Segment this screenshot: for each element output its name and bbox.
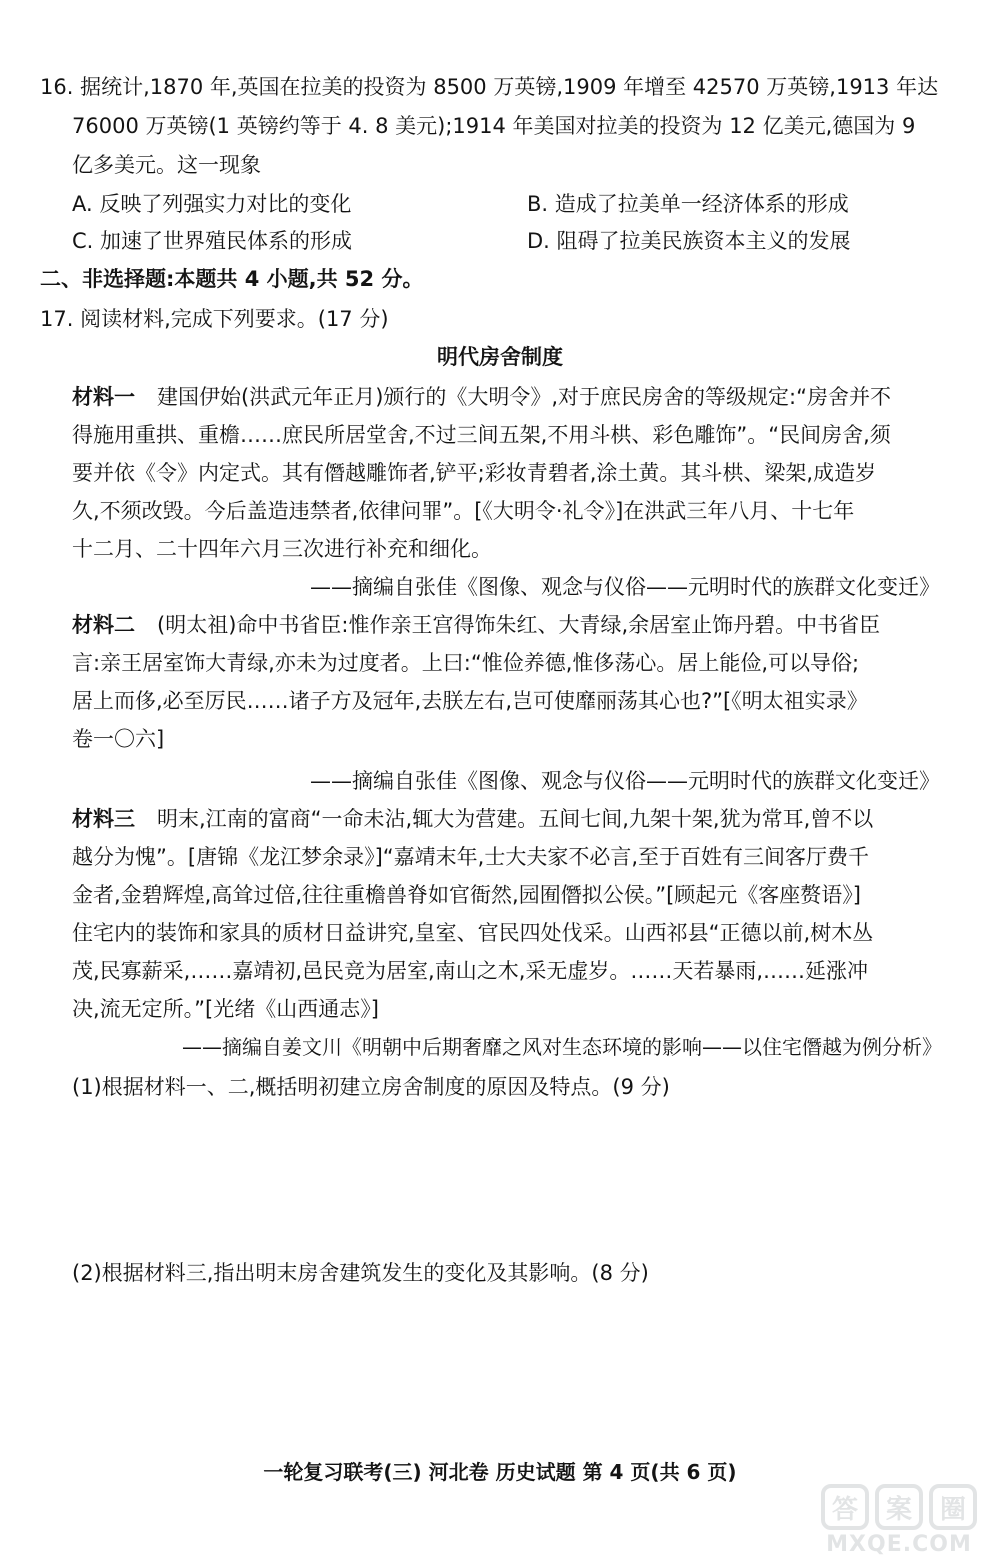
material-3-source: ——摘编自姜文川《明朝中后期奢靡之风对生态环境的影响——以住宅僭越为例分析》 [182,1035,942,1059]
q17-title: 明代房舍制度 [437,345,563,369]
q17-intro: 17. 阅读材料,完成下列要求。(17 分) [40,307,389,331]
material-1-text-1: 建国伊始(洪武元年正月)颁行的《大明令》,对于庶民房舍的等级规定:“房舍并不 [157,385,892,409]
q16-option-d[interactable]: D. 阻碍了拉美民族资本主义的发展 [527,229,851,253]
page-footer: 一轮复习联考(三) 河北卷 历史试题 第 4 页(共 6 页) [263,1460,737,1484]
q16-line-3: 亿多美元。这一现象 [72,153,261,177]
q16-option-b[interactable]: B. 造成了拉美单一经济体系的形成 [527,192,849,216]
watermark-char-1: 答 [821,1484,869,1530]
q17-sub-2: (2)根据材料三,指出明末房舍建筑发生的变化及其影响。(8 分) [72,1261,649,1285]
material-1-line-3: 要并依《令》内定式。其有僭越雕饰者,铲平;彩妆青碧者,涂土黄。其斗栱、梁架,成造岁 [72,461,877,485]
material-2-line-4: 卷一〇六] [72,727,165,751]
material-1-line-1 [72,378,982,416]
material-3-label: 材料三 [72,807,135,831]
watermark-site: MXQE.COM [826,1532,972,1557]
material-1-line-4: 久,不须改毁。今后盖造违禁者,依律问罪”。[《大明令·礼令》]在洪武三年八月、十七年 [72,499,855,523]
material-3-line-3: 金者,金碧辉煌,高耸过倍,往往重檐兽脊如官衙然,园囿僭拟公侯。”[顾起元《客座赘语》] [72,883,861,907]
q16-line-2: 76000 万英镑(1 英镑约等于 4. 8 美元);1914 年美国对拉美的投资为 12 亿美元,德国为 9 [72,114,916,138]
material-2-line-1 [72,606,982,644]
material-2-source: ——摘编自张佳《图像、观念与仪俗——元明时代的族群文化变迁》 [310,769,940,793]
material-3-line-2: 越分为愧”。[唐锦《龙江梦余录》]“嘉靖末年,士大夫家不必言,至于百姓有三间客厅费千 [72,845,869,869]
material-1-label: 材料一 [72,385,135,409]
material-1-source: ——摘编自张佳《图像、观念与仪俗——元明时代的族群文化变迁》 [310,575,940,599]
material-2-line-2: 言:亲王居室饰大青绿,亦未为过度者。上曰:“惟俭养德,惟侈荡心。居上能俭,可以导俗; [72,651,860,675]
watermark-logo [814,1484,984,1564]
material-1-line-5: 十二月、二十四年六月三次进行补充和细化。 [72,537,492,561]
material-3-line-1 [72,800,982,838]
material-2-text-1: (明太祖)命中书省臣:惟作亲王宫得饰朱红、大青绿,余居室止饰丹碧。中书省臣 [157,613,881,637]
material-3-line-5: 茂,民寡薪采,……嘉靖初,邑民竞为居室,南山之木,采无虚岁。……天若暴雨,……延涨冲 [72,959,869,983]
q17-sub-1: (1)根据材料一、二,概括明初建立房舍制度的原因及特点。(9 分) [72,1075,670,1099]
material-3-line-4: 住宅内的装饰和家具的质材日益讲究,皇室、官民四处伐采。山西祁县“正德以前,树木丛 [72,921,874,945]
material-3-line-6: 决,流无定所。”[光绪《山西通志》] [72,997,379,1021]
material-2-line-3: 居上而侈,必至厉民……诸子方及冠年,去朕左右,岂可使靡丽荡其心也?”[《明太祖实录》 [72,689,868,713]
material-2-label: 材料二 [72,613,135,637]
watermark-char-3: 圈 [929,1484,977,1530]
q16-option-c[interactable]: C. 加速了世界殖民体系的形成 [72,229,353,253]
material-3-text-1: 明末,江南的富商“一命未沾,辄大为营建。五间七间,九架十架,犹为常耳,曾不以 [157,807,874,831]
watermark-char-2: 案 [875,1484,923,1530]
q16-option-a[interactable]: A. 反映了列强实力对比的变化 [72,192,352,216]
section-2-heading: 二、非选择题:本题共 4 小题,共 52 分。 [40,267,424,291]
q16-line-1: 16. 据统计,1870 年,英国在拉美的投资为 8500 万英镑,1909 年增至 42570 万英镑,1913 年达 [40,75,939,99]
material-1-line-2: 得施用重拱、重檐……庶民所居堂舍,不过三间五架,不用斗栱、彩色雕饰”。“民间房舍,须 [72,423,891,447]
